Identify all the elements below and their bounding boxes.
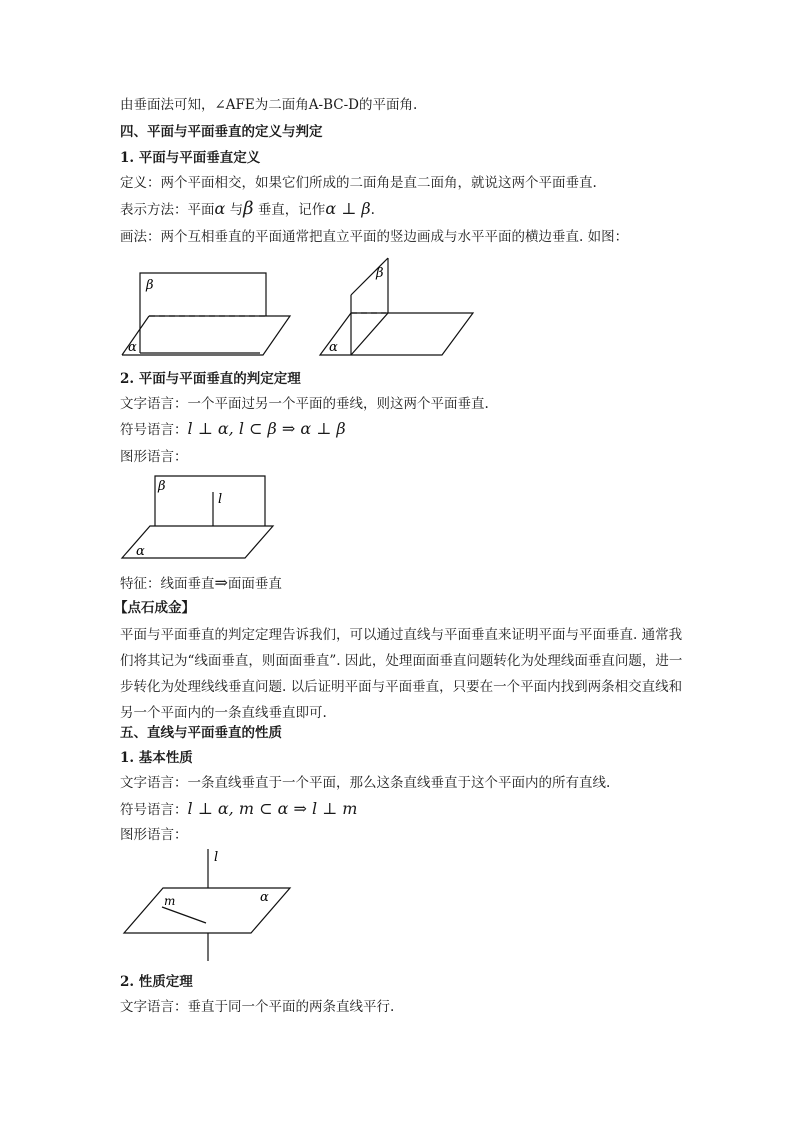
symbol-label: 符号语言： xyxy=(120,422,188,438)
tip-heading: 【点石成金】 xyxy=(114,600,195,616)
m-label: m xyxy=(164,894,176,908)
implies-arrow: ⇒ xyxy=(214,573,228,592)
section-4-heading: 四、平面与平面垂直的定义与判定 xyxy=(120,124,323,140)
plane-judgement-figure xyxy=(118,470,278,562)
judgement-text-language: 文字语言：一个平面过另一个平面的垂线，则这两个平面垂直. xyxy=(120,396,489,412)
symbol-formula: l ⊥ α, l ⊂ β ⇒ α ⊥ β xyxy=(187,419,346,438)
l-label: l xyxy=(214,850,219,865)
notation-alpha: α xyxy=(214,199,226,218)
alpha-label: α xyxy=(136,544,145,559)
feature-line xyxy=(120,574,282,593)
section-4-sub2-heading: 2. 平面与平面垂直的判定定理 xyxy=(120,371,301,387)
perpendicular-planes-figure xyxy=(118,255,488,360)
notation-formula: α ⊥ β xyxy=(325,199,371,218)
notation-beta: β xyxy=(243,198,254,219)
symbol-label-2: 符号语言： xyxy=(120,802,188,818)
property-theorem-text: 文字语言：垂直于同一个平面的两条直线平行. xyxy=(120,999,395,1015)
l-label: l xyxy=(218,492,223,507)
alpha-label-left: α xyxy=(128,340,137,355)
beta-label: β xyxy=(158,479,166,494)
notation-and: 与 xyxy=(229,202,244,218)
section-5-heading: 五、直线与平面垂直的性质 xyxy=(120,725,282,741)
drawing-method-text: 画法：两个互相垂直的平面通常把直立平面的竖边画成与水平平面的横边垂直. 如图： xyxy=(120,229,629,245)
section-4-sub1-heading: 1. 平面与平面垂直定义 xyxy=(120,150,261,166)
alpha-label: α xyxy=(260,890,269,905)
judgement-symbol-line xyxy=(120,420,346,439)
section-5-sub2-heading: 2. 性质定理 xyxy=(120,974,193,990)
notation-end: . xyxy=(370,202,375,218)
alpha-plane-left xyxy=(122,316,290,355)
property-text-language: 文字语言：一条直线垂直于一个平面，那么这条直线垂直于这个平面内的所有直线. xyxy=(120,775,611,791)
property-symbol-line xyxy=(120,800,357,819)
section-5-sub1-heading: 1. 基本性质 xyxy=(120,750,193,766)
notation-mid: 垂直，记作 xyxy=(257,202,326,218)
symbol-formula-2: l ⊥ α, m ⊂ α ⇒ l ⊥ m xyxy=(187,799,358,818)
beta-plane-left xyxy=(140,273,266,353)
tip-body: 平面与平面垂直的判定定理告诉我们，可以通过直线与平面垂直来证明平面与平面垂直. 通常我们将其记为“线面垂直，则面面垂直”. 因此，处理面面垂直问题转化为处理线面垂直问题，进一步转化为处理线线垂直问题. 以后证明平面与平面垂直，只要在一个平面内找到两条相交直线和另一个平面内的一条直线垂直即可. xyxy=(120,627,683,721)
alpha-plane-right xyxy=(320,313,473,355)
judgement-graph-label: 图形语言： xyxy=(120,449,188,465)
definition-text: 定义：两个平面相交，如果它们所成的二面角是直二面角，就说这两个平面垂直. xyxy=(120,175,597,191)
intersection-line-right xyxy=(351,313,388,355)
property-graph-label: 图形语言： xyxy=(120,827,188,843)
notation-prefix: 表示方法：平面 xyxy=(120,202,215,218)
alpha-label-right: α xyxy=(329,340,338,355)
notation-line xyxy=(120,200,375,219)
line-m xyxy=(162,907,206,923)
feature-prefix: 特征：线面垂直 xyxy=(120,576,215,592)
intro-paragraph: 由垂面法可知，∠AFE为二面角A-BC-D的平面角. xyxy=(120,97,418,113)
beta-label-right: β xyxy=(376,266,384,281)
beta-plane xyxy=(155,476,265,526)
feature-suffix: 面面垂直 xyxy=(227,576,282,592)
line-plane-property-figure xyxy=(118,845,298,965)
beta-label-left: β xyxy=(146,278,154,293)
